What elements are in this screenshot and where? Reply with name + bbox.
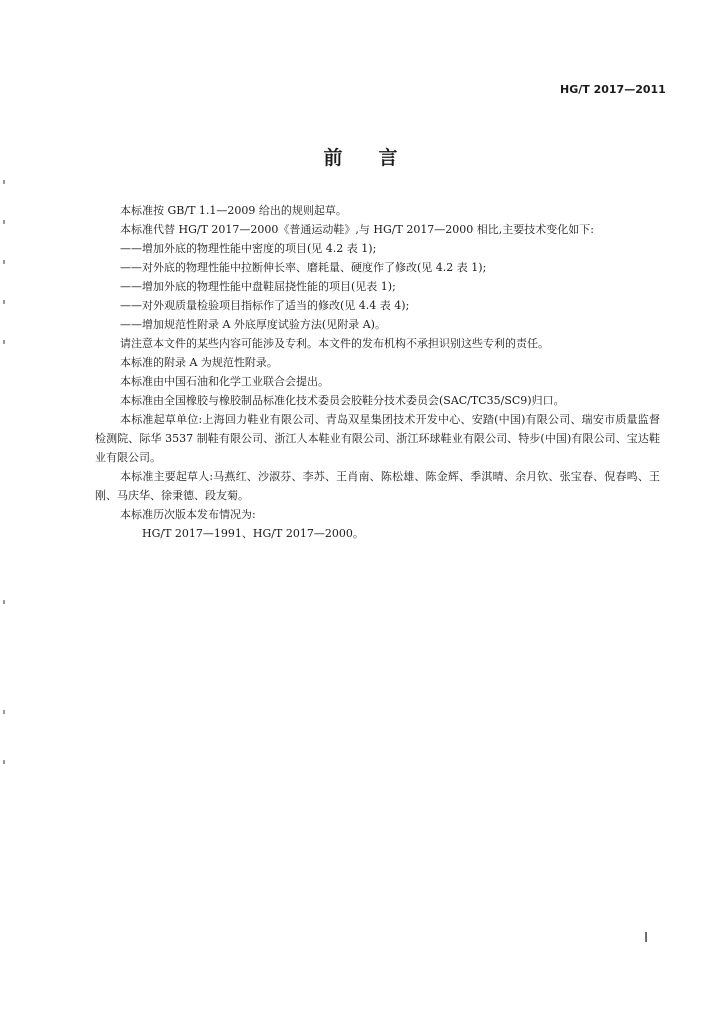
paragraph-drafters: 本标准主要起草人:马燕红、沙淑芬、李苏、王肖南、陈松雄、陈金辉、季淇晴、余月钦、张宝春、倪春鸣、王刚、马庆华、徐秉德、段友菊。 [95,470,660,502]
scan-margin-marks [3,180,9,780]
margin-mark [3,710,5,714]
paragraph-proposer: 本标准由中国石油和化学工业联合会提出。 [120,375,329,388]
standard-code: HG/T 2017—2011 [560,83,666,96]
version-list: HG/T 2017—1991、HG/T 2017—2000。 [142,527,364,540]
paragraph-appendix-note: 本标准的附录 A 为规范性附录。 [120,356,278,369]
paragraph-committee: 本标准由全国橡胶与橡胶制品标准化技术委员会胶鞋分技术委员会(SAC/TC35/SC9)归口。 [120,394,565,407]
change-item-appendix: ——增加规范性附录 A 外底厚度试验方法(见附录 A)。 [120,318,386,331]
margin-mark [3,760,5,764]
page-number: I [644,931,648,946]
paragraph-drafting-units: 本标准起草单位:上海回力鞋业有限公司、青岛双星集团技术开发中心、安踏(中国)有限公司、瑞安市质量监督检测院、际华 3537 制鞋有限公司、浙江人本鞋业有限公司、浙江环球鞋业有限公司、特步(中国)有限公司、宝达鞋业有限公司。 [95,413,660,464]
change-item-density: ——增加外底的物理性能中密度的项目(见 4.2 表 1); [120,242,377,255]
margin-mark [3,340,5,344]
margin-mark [3,180,5,184]
paragraph-drafting-rules: 本标准按 GB/T 1.1—2009 给出的规则起草。 [120,204,347,217]
change-item-elongation: ——对外底的物理性能中拉断伸长率、磨耗量、硬度作了修改(见 4.2 表 1); [120,261,487,274]
margin-mark [3,600,5,604]
page-title: 前言 [323,147,434,169]
change-item-appearance: ——对外观质量检验项目指标作了适当的修改(见 4.4 表 4); [120,299,410,312]
margin-mark [3,220,5,224]
paragraph-version-history: 本标准历次版本发布情况为: [120,508,256,521]
margin-mark [3,300,5,304]
margin-mark [3,260,5,264]
document-body [95,201,660,543]
paragraph-replacement: 本标准代替 HG/T 2017—2000《普通运动鞋》,与 HG/T 2017—2000 相比,主要技术变化如下: [120,223,595,236]
change-item-flex: ——增加外底的物理性能中盘鞋屈挠性能的项目(见表 1); [120,280,396,293]
paragraph-patent-notice: 请注意本文件的某些内容可能涉及专利。本文件的发布机构不承担识别这些专利的责任。 [120,337,549,350]
